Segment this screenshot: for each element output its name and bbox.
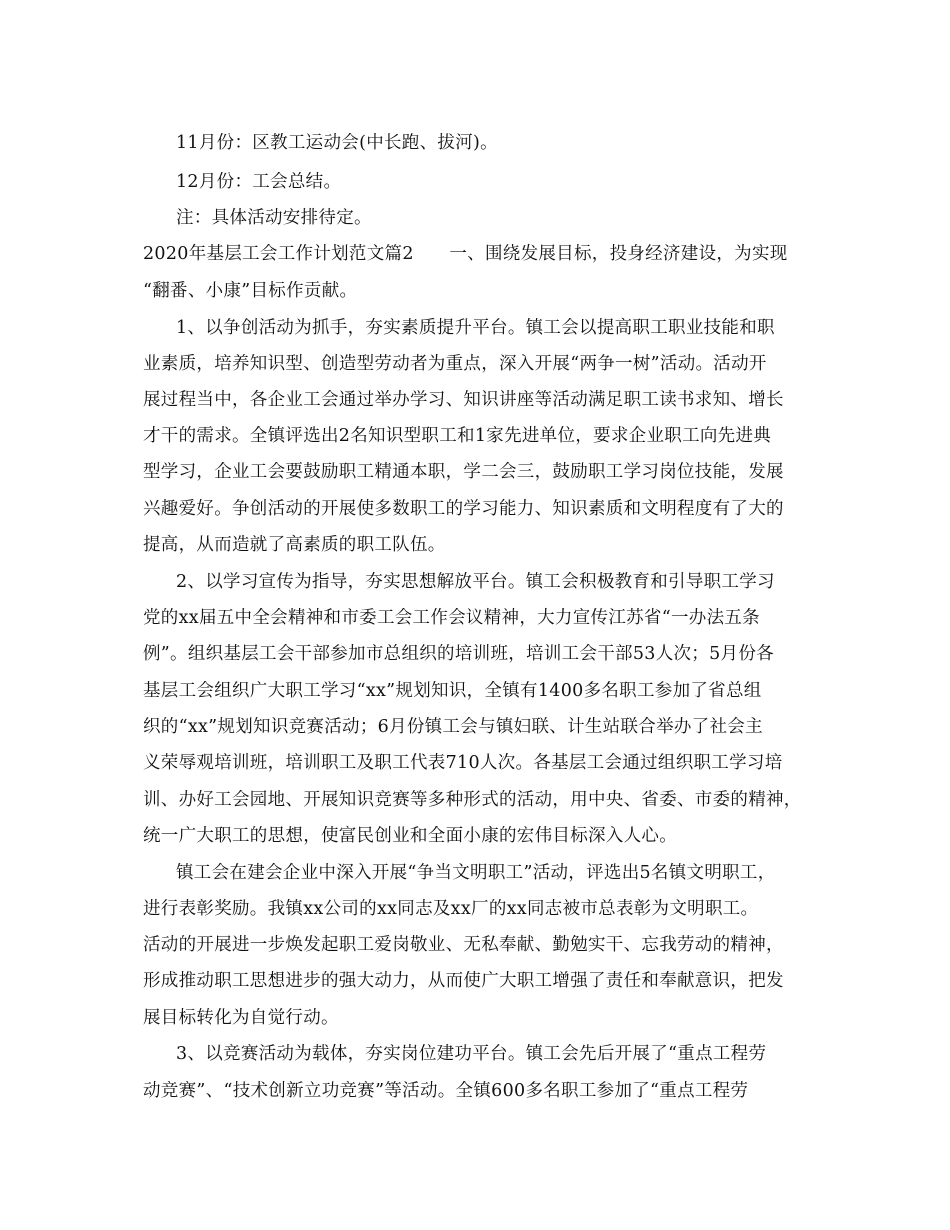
text-line: 展目标转化为自觉行动。 xyxy=(143,1008,339,1028)
text-line: 提高，从而造就了高素质的职工队伍。 xyxy=(143,535,446,555)
text-line: 1、以争创活动为抓手，夯实素质提升平台。镇工会以提高职工职业技能和职 xyxy=(176,318,775,338)
text-line: “翻番、小康”目标作贡献。 xyxy=(143,281,358,301)
text-line: 注：具体活动安排待定。 xyxy=(176,208,372,228)
section-heading-line: 2020年基层工会工作计划范文篇2 一、围绕发展目标，投身经济建设，为实现 xyxy=(143,244,788,264)
text-line: 例”。组织基层工会干部参加市总组织的培训班，培训工会干部53人次；5月份各 xyxy=(143,644,774,664)
text-line: 党的xx届五中全会精神和市委工会工作会议精神，大力宣传江苏省“一办法五条 xyxy=(143,608,760,628)
text-line: 训、办好工会园地、开展知识竞赛等多种形式的活动，用中央、省委、市委的精神， xyxy=(143,790,802,810)
text-line: 进行表彰奖励。我镇xx公司的xx同志及xx厂的xx同志被市总表彰为文明职工。 xyxy=(143,899,759,919)
text-line: 织的“xx”规划知识竞赛活动；6月份镇工会与镇妇联、计生站联合举办了社会主 xyxy=(143,717,763,737)
text-line: 业素质，培养知识型、创造型劳动者为重点，深入开展“两争一树”活动。活动开 xyxy=(143,354,767,374)
text-line: 动竞赛”、“技术创新立功竞赛”等活动。全镇600多名职工参加了“重点工程劳 xyxy=(143,1081,749,1101)
text-line: 形成推动职工思想进步的强大动力，从而使广大职工增强了责任和奉献意识，把发 xyxy=(143,971,784,991)
text-line: 展过程当中，各企业工会通过举办学习、知识讲座等活动满足职工读书求知、增长 xyxy=(143,390,784,410)
text-line: 统一广大职工的思想，使富民创业和全面小康的宏伟目标深入人心。 xyxy=(143,826,677,846)
text-line: 镇工会在建会企业中深入开展“争当文明职工”活动，评选出5名镇文明职工， xyxy=(176,863,776,883)
text-line: 11月份：区教工运动会(中长跑、拔河)。 xyxy=(176,133,498,153)
text-line: 才干的需求。全镇评选出2名知识型职工和1家先进单位，要求企业职工向先进典 xyxy=(143,426,772,446)
text-line: 3、以竞赛活动为载体，夯实岗位建功平台。镇工会先后开展了“重点工程劳 xyxy=(176,1044,767,1064)
text-line: 基层工会组织广大职工学习“xx”规划知识，全镇有1400多名职工参加了省总组 xyxy=(143,681,762,701)
text-line: 义荣辱观培训班，培训职工及职工代表710人次。各基层工会通过组织职工学习培 xyxy=(143,753,783,773)
text-line: 12月份：工会总结。 xyxy=(176,172,342,192)
text-line: 2、以学习宣传为指导，夯实思想解放平台。镇工会积极教育和引导职工学习 xyxy=(176,572,775,592)
text-line: 兴趣爱好。争创活动的开展使多数职工的学习能力、知识素质和文明程度有了大的 xyxy=(143,499,784,519)
text-line: 型学习，企业工会要鼓励职工精通本职，学二会三，鼓励职工学习岗位技能，发展 xyxy=(143,462,784,482)
text-line: 活动的开展进一步焕发起职工爱岗敬业、无私奉献、勤勉实干、忘我劳动的精神， xyxy=(143,935,784,955)
